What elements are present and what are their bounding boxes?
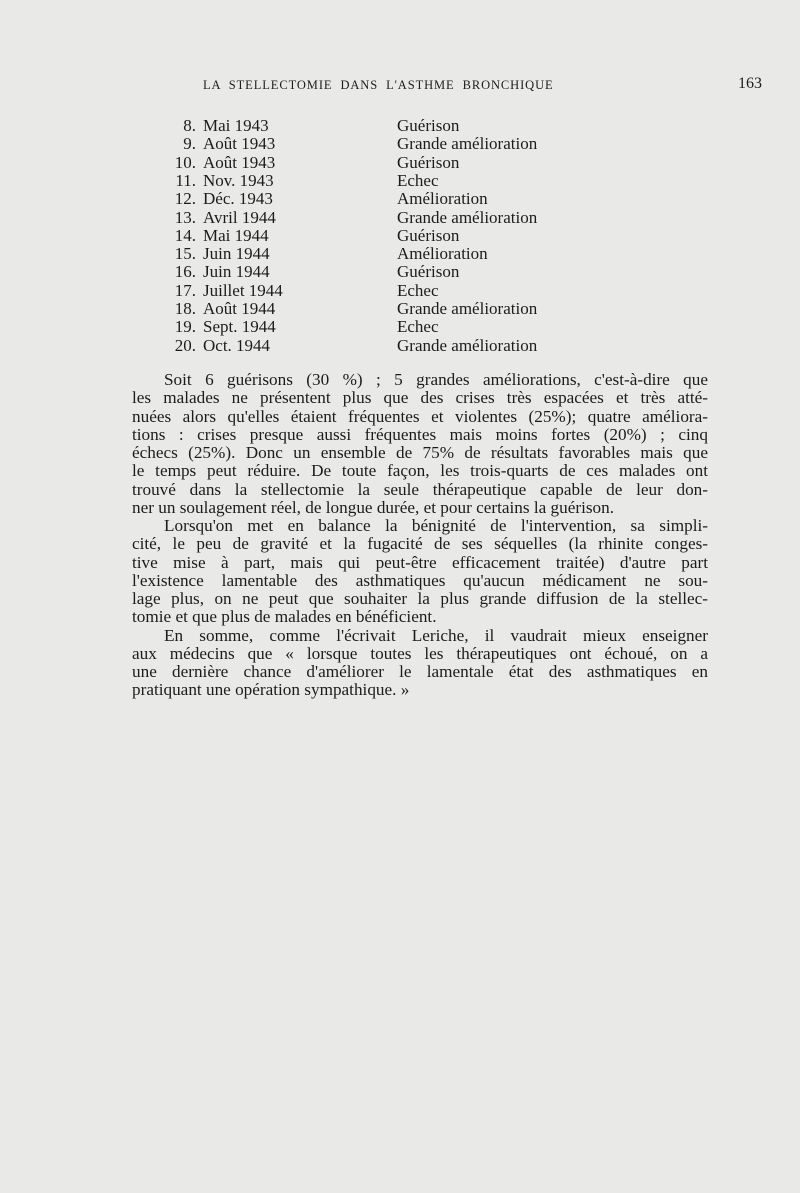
- case-result: Guérison: [397, 262, 460, 282]
- text-line: nuées alors qu'elles étaient fréquentes et violentes (25%); quatre améliora-: [132, 406, 708, 426]
- table-row: [0, 190, 800, 208]
- case-number: 10.: [174, 152, 196, 172]
- text-line: trouvé dans la stellectomie la seule thérapeutique capable de leur don-: [132, 479, 708, 499]
- table-row: [0, 172, 800, 190]
- case-number: 20.: [174, 335, 196, 355]
- case-number: 9.: [183, 134, 196, 154]
- case-number: 12.: [174, 189, 196, 209]
- text-line: tomie et que plus de malades en bénéficient.: [132, 607, 437, 627]
- case-number: 8.: [183, 116, 196, 135]
- case-number: 14.: [174, 225, 196, 245]
- case-date: Sept. 1944: [203, 317, 276, 337]
- case-date: Déc. 1943: [203, 189, 273, 209]
- case-date: Oct. 1944: [203, 335, 271, 355]
- case-result: Grande amélioration: [397, 335, 538, 355]
- text-line: ner un soulagement réel, de longue durée, et pour certains la guérison.: [132, 497, 615, 517]
- case-number: 16.: [174, 262, 196, 282]
- case-number: 11.: [175, 170, 196, 190]
- case-result: Echec: [397, 317, 439, 337]
- case-number: 17.: [174, 280, 196, 300]
- table-row: [0, 282, 800, 300]
- case-date: Juin 1944: [203, 262, 270, 282]
- text-line: tive mise à part, mais qui peut-être efficacement traitée) d'autre part: [132, 552, 708, 572]
- case-date: Mai 1944: [203, 225, 269, 245]
- case-date: Nov. 1943: [203, 170, 274, 190]
- case-date: Juin 1944: [203, 244, 270, 264]
- text-line: cité, le peu de gravité et la fugacité de ses séquelles (la rhinite conges-: [132, 534, 708, 554]
- table-row: [0, 337, 800, 355]
- case-date: Mai 1943: [203, 116, 269, 135]
- case-date: Juillet 1944: [203, 280, 283, 300]
- case-result: Guérison: [397, 225, 460, 245]
- case-result: Grande amélioration: [397, 134, 538, 154]
- case-date: Août 1943: [203, 152, 276, 172]
- text-line: échecs (25%). Donc un ensemble de 75% de résultats favorables mais que: [132, 443, 708, 462]
- case-result: Echec: [397, 170, 439, 190]
- table-row: [0, 227, 800, 245]
- text-line: l'existence lamentable des asthmatiques qu'aucun médicament ne sou-: [132, 570, 708, 590]
- running-header: LA STELLECTOMIE DANS L'ASTHME BRONCHIQUE: [203, 78, 554, 92]
- text-line: pratiquant une opération sympathique. »: [132, 680, 410, 700]
- table-row: [0, 263, 800, 281]
- case-result: Echec: [397, 280, 439, 300]
- case-date: Août 1943: [203, 134, 276, 154]
- table-row: [0, 135, 800, 153]
- case-number: 19.: [174, 317, 196, 337]
- case-number: 13.: [174, 207, 196, 227]
- table-row: [0, 245, 800, 263]
- text-line: tions : crises presque aussi fréquentes mais moins fortes (20%) ; cinq: [132, 424, 708, 444]
- text-line: Lorsqu'on met en balance la bénignité de l'intervention, sa simpli-: [164, 516, 708, 535]
- case-number: 18.: [174, 299, 196, 318]
- case-result: Guérison: [397, 116, 460, 135]
- text-line: une dernière chance d'améliorer le lamentale état des asthmatiques en: [132, 662, 708, 681]
- case-result: Amélioration: [397, 244, 488, 264]
- text-line: les malades ne présentent plus que des crises très espacées et très atté-: [132, 388, 708, 408]
- page-number: 163: [738, 75, 762, 92]
- text-line: le temps peut réduire. De toute façon, les trois-quarts de ces malades ont: [132, 461, 708, 481]
- table-row: [0, 300, 800, 318]
- case-result: Grande amélioration: [397, 207, 538, 227]
- text-line: aux médecins que « lorsque toutes les thérapeutiques ont échoué, on a: [132, 643, 708, 663]
- table-row: [0, 117, 800, 135]
- case-result: Grande amélioration: [397, 299, 538, 318]
- table-row: [0, 318, 800, 336]
- text-line: Soit 6 guérisons (30 %) ; 5 grandes améliorations, c'est-à-dire que: [164, 370, 708, 389]
- case-result: Guérison: [397, 152, 460, 172]
- table-row: [0, 154, 800, 172]
- text-line: lage plus, on ne peut que souhaiter la plus grande diffusion de la stellec-: [132, 589, 708, 608]
- table-row: [0, 209, 800, 227]
- case-number: 15.: [174, 244, 196, 264]
- case-date: Avril 1944: [203, 207, 276, 227]
- text-line: En somme, comme l'écrivait Leriche, il vaudrait mieux enseigner: [164, 625, 708, 645]
- case-date: Août 1944: [203, 299, 276, 318]
- case-result: Amélioration: [397, 189, 488, 209]
